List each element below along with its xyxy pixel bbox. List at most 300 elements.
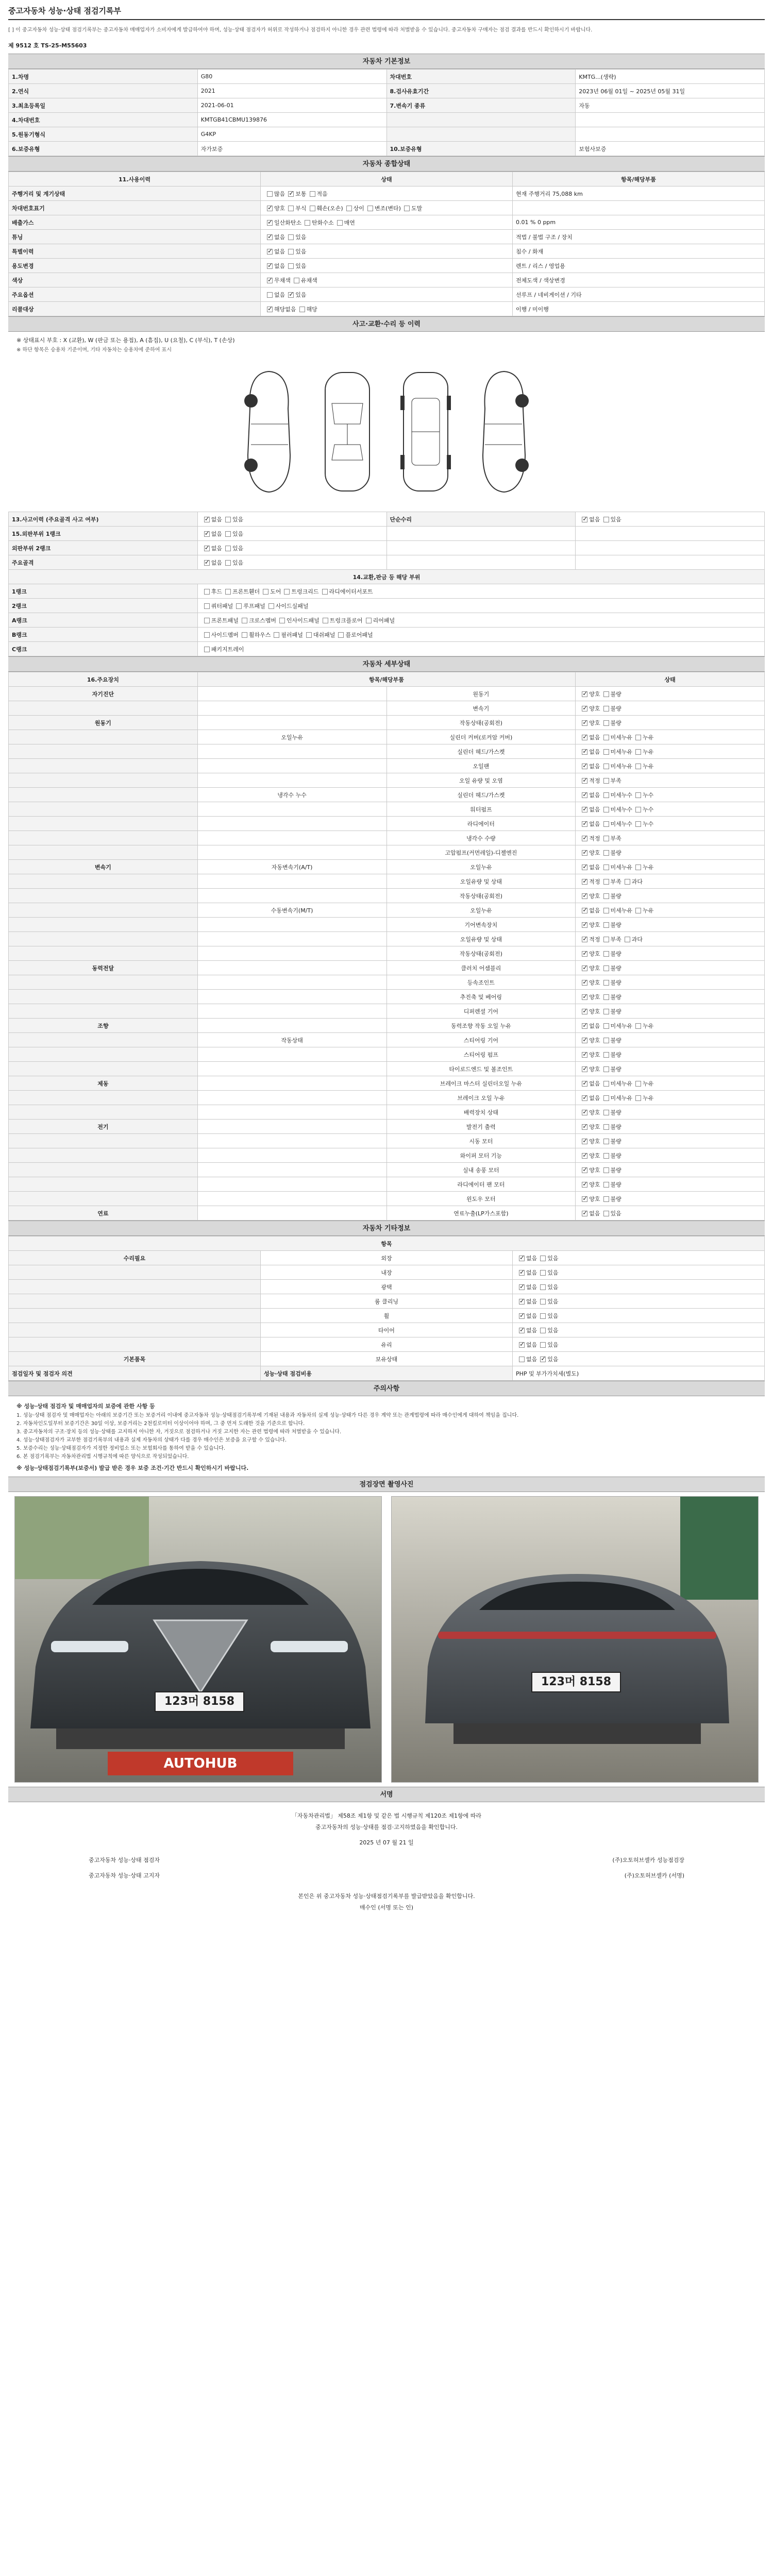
checkbox-label: 부족 — [610, 936, 621, 943]
detail-row — [9, 874, 765, 889]
checkbox[interactable] — [204, 560, 210, 566]
checkbox[interactable] — [204, 589, 210, 595]
checkbox[interactable] — [582, 764, 587, 769]
overall-options — [261, 215, 513, 230]
checkbox-label: 없음 — [589, 1080, 600, 1087]
checkbox[interactable] — [582, 980, 587, 986]
checkbox[interactable] — [288, 206, 294, 211]
detail-options — [576, 687, 765, 701]
checkbox[interactable] — [603, 1023, 609, 1029]
detail-options — [576, 716, 765, 730]
checkbox[interactable] — [310, 206, 315, 211]
checkbox[interactable] — [635, 1023, 641, 1029]
checkbox[interactable] — [603, 1009, 609, 1014]
checkbox[interactable] — [519, 1284, 525, 1290]
checkbox[interactable] — [635, 821, 641, 827]
checkbox[interactable] — [603, 865, 609, 870]
checkbox[interactable] — [582, 922, 587, 928]
checkbox-label: 적정 — [589, 878, 600, 885]
checkbox[interactable] — [582, 879, 587, 885]
detail-sub — [197, 773, 386, 788]
detail-row — [9, 1120, 765, 1134]
basic-label: 5.원동기형식 — [9, 127, 198, 142]
detail-group — [9, 1134, 198, 1148]
checkbox[interactable] — [225, 589, 231, 595]
parts-head: 14.교환,판금 등 해당 부위 — [9, 570, 765, 584]
detail-row — [9, 716, 765, 730]
detail-item: 등속조인트 — [386, 975, 576, 990]
checkbox[interactable] — [635, 735, 641, 740]
checkbox[interactable] — [582, 951, 587, 957]
checkbox[interactable] — [267, 234, 273, 240]
parts-row — [9, 613, 765, 628]
checkbox[interactable] — [603, 994, 609, 1000]
checkbox-label: 없음 — [274, 233, 285, 241]
basic-row — [9, 84, 765, 98]
checkbox[interactable] — [225, 517, 231, 522]
checkbox-label: 양호 — [274, 205, 285, 212]
rear-car-photo — [391, 1496, 759, 1783]
checkbox[interactable] — [519, 1357, 525, 1362]
detail-group — [9, 1177, 198, 1192]
inspector-label: 중고자동차 성능·상태 점검자 — [89, 1857, 160, 1863]
checkbox[interactable] — [338, 632, 344, 638]
accident-options — [197, 555, 386, 570]
checkbox[interactable] — [582, 1153, 587, 1159]
detail-group — [9, 1033, 198, 1047]
checkbox-label: 없음 — [526, 1355, 537, 1363]
checkbox-label: 변조(변타) — [374, 205, 401, 212]
detail-status-table — [8, 672, 765, 1221]
checkbox[interactable] — [603, 1139, 609, 1144]
detail-options — [576, 932, 765, 946]
checkbox-label: 불량 — [610, 1138, 621, 1145]
checkbox[interactable] — [519, 1342, 525, 1348]
detail-group: 원동기 — [9, 716, 198, 730]
overall-row — [9, 215, 765, 230]
checkbox-label: 없음 — [589, 734, 600, 741]
detail-row — [9, 773, 765, 788]
parts-item: 프론트패널 — [211, 617, 239, 624]
checkbox[interactable] — [582, 778, 587, 784]
checkbox-label: 없음 — [589, 1210, 600, 1217]
checkbox[interactable] — [337, 220, 343, 226]
overall-row — [9, 287, 765, 302]
checkbox[interactable] — [288, 191, 294, 197]
checkbox[interactable] — [367, 206, 373, 211]
checkbox[interactable] — [603, 517, 609, 522]
detail-row — [9, 1163, 765, 1177]
checkbox[interactable] — [204, 647, 210, 652]
etc-group: 기본품목 — [9, 1352, 261, 1366]
caution-line: 2. 자동차인도일부터 보증기간은 30일 이상, 보증거리는 2천킬로미터 이상이어야 하며, 그 중 먼저 도래한 것을 기준으로 합니다. — [16, 1421, 305, 1427]
etc-group — [9, 1265, 261, 1280]
checkbox[interactable] — [274, 632, 279, 638]
checkbox[interactable] — [603, 807, 609, 812]
accident-label: 주요골격 — [9, 555, 198, 570]
checkbox[interactable] — [603, 691, 609, 697]
checkbox[interactable] — [582, 893, 587, 899]
checkbox[interactable] — [236, 603, 242, 609]
checkbox-label: 부족 — [610, 777, 621, 784]
detail-row — [9, 701, 765, 716]
checkbox[interactable] — [603, 1066, 609, 1072]
checkbox[interactable] — [225, 531, 231, 537]
checkbox[interactable] — [603, 980, 609, 986]
checkbox[interactable] — [519, 1328, 525, 1333]
overall-head-cell: 11.사용이력 — [9, 172, 261, 187]
checkbox[interactable] — [582, 1182, 587, 1188]
checkbox[interactable] — [603, 1167, 609, 1173]
basic-value2 — [576, 113, 765, 127]
detail-group: 제동 — [9, 1076, 198, 1091]
detail-group — [9, 831, 198, 845]
checkbox[interactable] — [299, 307, 305, 312]
checkbox[interactable] — [582, 836, 587, 841]
basic-label2: 10.보증유형 — [386, 142, 576, 156]
checkbox[interactable] — [603, 893, 609, 899]
checkbox[interactable] — [204, 618, 210, 623]
checkbox[interactable] — [603, 1196, 609, 1202]
checkbox[interactable] — [582, 1081, 587, 1087]
checkbox[interactable] — [288, 234, 294, 240]
checkbox[interactable] — [519, 1256, 525, 1261]
checkbox[interactable] — [267, 220, 273, 226]
checkbox[interactable] — [603, 1081, 609, 1087]
checkbox-label: 양호 — [589, 1166, 600, 1174]
checkbox[interactable] — [279, 618, 285, 623]
checkbox[interactable] — [540, 1256, 546, 1261]
checkbox[interactable] — [603, 735, 609, 740]
checkbox[interactable] — [582, 1066, 587, 1072]
accident-empty — [386, 555, 576, 570]
checkbox[interactable] — [582, 1038, 587, 1043]
checkbox-label: 불량 — [610, 993, 621, 1001]
checkbox[interactable] — [603, 749, 609, 755]
checkbox[interactable] — [582, 1124, 587, 1130]
detail-group — [9, 759, 198, 773]
checkbox[interactable] — [268, 603, 274, 609]
checkbox-label: 없음 — [211, 530, 223, 537]
detail-sub — [197, 687, 386, 701]
checkbox[interactable] — [603, 1052, 609, 1058]
checkbox[interactable] — [404, 206, 410, 211]
checkbox[interactable] — [603, 908, 609, 913]
checkbox[interactable] — [603, 778, 609, 784]
checkbox-label: 누유 — [643, 762, 654, 770]
overall-row — [9, 302, 765, 316]
checkbox[interactable] — [366, 618, 372, 623]
checkbox[interactable] — [294, 278, 299, 283]
checkbox[interactable] — [625, 937, 630, 942]
checkbox[interactable] — [306, 632, 312, 638]
checkbox[interactable] — [582, 965, 587, 971]
checkbox[interactable] — [204, 632, 210, 638]
detail-item: 클러치 어셈블리 — [386, 961, 576, 975]
parts-item: 프론트휀더 — [232, 588, 260, 595]
overall-right — [513, 302, 765, 316]
checkbox[interactable] — [603, 1124, 609, 1130]
checkbox[interactable] — [582, 994, 587, 1000]
accident-row — [9, 527, 765, 541]
checkbox[interactable] — [288, 249, 294, 255]
checkbox[interactable] — [582, 691, 587, 697]
checkbox-label: 불량 — [610, 1152, 621, 1159]
checkbox[interactable] — [625, 879, 630, 885]
checkbox[interactable] — [603, 850, 609, 856]
checkbox[interactable] — [288, 292, 294, 298]
checkbox[interactable] — [204, 517, 210, 522]
checkbox[interactable] — [582, 1110, 587, 1115]
overall-right — [513, 273, 765, 287]
detail-row — [9, 788, 765, 802]
checkbox-label: 불량 — [610, 1051, 621, 1058]
checkbox-label: 양호 — [589, 892, 600, 900]
signature-area — [8, 1802, 765, 1922]
accident-options — [197, 527, 386, 541]
checkbox[interactable] — [582, 1139, 587, 1144]
checkbox[interactable] — [603, 720, 609, 726]
checkbox[interactable] — [582, 807, 587, 812]
car-diagram — [8, 357, 765, 512]
overall-right — [513, 259, 765, 273]
checkbox[interactable] — [603, 1110, 609, 1115]
checkbox[interactable] — [582, 821, 587, 827]
checkbox[interactable] — [603, 1211, 609, 1216]
damage-legend: ※ 상태표시 부호 : X (교환), W (판금 또는 용접), A (흠집), U (요철), C (부식), T (손상) — [16, 337, 235, 344]
checkbox[interactable] — [267, 263, 273, 269]
overall-right-text: 적법 / 불법 — [516, 233, 544, 241]
checkbox[interactable] — [603, 836, 609, 841]
checkbox[interactable] — [582, 1052, 587, 1058]
caution-notes — [8, 1396, 765, 1477]
checkbox[interactable] — [540, 1342, 546, 1348]
checkbox[interactable] — [540, 1284, 546, 1290]
overall-right-text: 렌트 / 리스 / 영업용 — [516, 262, 565, 269]
checkbox[interactable] — [603, 937, 609, 942]
checkbox[interactable] — [204, 603, 210, 609]
detail-sub: 자동변속기(A/T) — [197, 860, 386, 874]
checkbox[interactable] — [603, 1095, 609, 1101]
checkbox[interactable] — [267, 191, 273, 197]
checkbox[interactable] — [582, 850, 587, 856]
checkbox[interactable] — [582, 1211, 587, 1216]
checkbox-label: 적정 — [589, 835, 600, 842]
checkbox[interactable] — [322, 589, 328, 595]
section-basic-header: 자동차 기본정보 — [8, 54, 765, 69]
checkbox[interactable] — [225, 546, 231, 551]
checkbox[interactable] — [267, 206, 273, 211]
checkbox[interactable] — [582, 792, 587, 798]
checkbox[interactable] — [540, 1328, 546, 1333]
detail-options — [576, 1047, 765, 1062]
checkbox[interactable] — [635, 908, 641, 913]
checkbox-label: 불량 — [610, 979, 621, 986]
checkbox[interactable] — [603, 965, 609, 971]
checkbox[interactable] — [242, 618, 247, 623]
checkbox[interactable] — [603, 764, 609, 769]
checkbox[interactable] — [288, 263, 294, 269]
checkbox-label: 양호 — [589, 993, 600, 1001]
detail-row — [9, 1105, 765, 1120]
checkbox[interactable] — [263, 589, 268, 595]
parts-row — [9, 599, 765, 613]
overall-options — [261, 273, 513, 287]
detail-item: 워터펌프 — [386, 802, 576, 817]
checkbox[interactable] — [267, 292, 273, 298]
parts-item: 패키지트레이 — [211, 646, 244, 653]
parts-item: 사이드실패널 — [275, 602, 309, 609]
checkbox[interactable] — [540, 1270, 546, 1276]
detail-options — [576, 1105, 765, 1120]
checkbox[interactable] — [284, 589, 290, 595]
checkbox[interactable] — [310, 191, 315, 197]
checkbox[interactable] — [635, 1081, 641, 1087]
checkbox-label: 양호 — [589, 1195, 600, 1202]
checkbox[interactable] — [603, 951, 609, 957]
checkbox[interactable] — [635, 807, 641, 812]
detail-item: 오일누유 — [386, 903, 576, 918]
checkbox[interactable] — [346, 206, 352, 211]
sign-statement-2: 중고자동차의 성능·상태를 점검·고지하였음을 확인합니다. — [315, 1824, 458, 1831]
checkbox[interactable] — [582, 865, 587, 870]
checkbox[interactable] — [582, 517, 587, 522]
checkbox-label: 양호 — [589, 964, 600, 972]
checkbox[interactable] — [603, 922, 609, 928]
dealer-banner: AUTOHUB — [163, 1756, 238, 1771]
checkbox[interactable] — [603, 706, 609, 711]
etc-item: 유리 — [261, 1337, 513, 1352]
checkbox[interactable] — [635, 764, 641, 769]
checkbox-label: 미세누유 — [610, 1094, 633, 1101]
checkbox[interactable] — [267, 307, 273, 312]
checkbox-label: 많음 — [274, 190, 285, 197]
checkbox[interactable] — [582, 720, 587, 726]
detail-item: 실린더 헤드/가스켓 — [386, 788, 576, 802]
checkbox[interactable] — [204, 546, 210, 551]
etc-options — [513, 1323, 765, 1337]
detail-sub — [197, 1177, 386, 1192]
checkbox[interactable] — [305, 220, 310, 226]
detail-group — [9, 874, 198, 889]
parts-rank: B랭크 — [9, 628, 198, 642]
inspector-row — [16, 1853, 757, 1868]
checkbox[interactable] — [582, 749, 587, 755]
detail-group — [9, 1192, 198, 1206]
checkbox-label: 없음 — [526, 1255, 537, 1262]
license-plate-rear: 123머 8158 — [531, 1672, 621, 1692]
checkbox[interactable] — [635, 1095, 641, 1101]
etc-item: 보유상태 — [261, 1352, 513, 1366]
checkbox[interactable] — [242, 632, 247, 638]
checkbox[interactable] — [603, 821, 609, 827]
checkbox[interactable] — [603, 792, 609, 798]
checkbox[interactable] — [540, 1299, 546, 1304]
detail-group — [9, 932, 198, 946]
overall-options — [261, 259, 513, 273]
checkbox[interactable] — [582, 908, 587, 913]
checkbox[interactable] — [225, 560, 231, 566]
damage-legend-note: ※ 하단 항목은 승용차 기준이며, 기타 자동차는 승용차에 준하여 표시 — [16, 347, 172, 353]
checkbox[interactable] — [635, 865, 641, 870]
basic-row — [9, 70, 765, 84]
detail-row — [9, 1076, 765, 1091]
checkbox-label: 불량 — [610, 1008, 621, 1015]
overall-right — [513, 230, 765, 244]
checkbox[interactable] — [603, 1182, 609, 1188]
car-top-icon — [397, 367, 454, 496]
accident-empty — [576, 527, 765, 541]
checkbox[interactable] — [267, 249, 273, 255]
detail-options — [576, 1004, 765, 1019]
checkbox-label: 없음 — [589, 516, 600, 523]
checkbox[interactable] — [519, 1299, 525, 1304]
checkbox[interactable] — [540, 1357, 546, 1362]
checkbox[interactable] — [519, 1313, 525, 1319]
checkbox[interactable] — [603, 879, 609, 885]
checkbox[interactable] — [582, 1095, 587, 1101]
section-caution-header: 주의사항 — [8, 1381, 765, 1396]
checkbox[interactable] — [540, 1313, 546, 1319]
basic-value2 — [576, 127, 765, 142]
checkbox-label: 있음 — [232, 545, 244, 552]
detail-row — [9, 946, 765, 961]
etc-item: 휠 — [261, 1309, 513, 1323]
checkbox[interactable] — [635, 792, 641, 798]
checkbox[interactable] — [582, 706, 587, 711]
caution-line: 4. 성능·상태점검자가 교부한 점검기록부의 내용과 실제 자동차의 상태가 다를 경우 매수인은 보증을 요구할 수 있습니다. — [16, 1437, 287, 1443]
checkbox[interactable] — [603, 1153, 609, 1159]
checkbox-label: 있음 — [547, 1255, 559, 1262]
checkbox[interactable] — [582, 1009, 587, 1014]
checkbox[interactable] — [267, 278, 273, 283]
detail-group — [9, 1105, 198, 1120]
basic-label: 1.차명 — [9, 70, 198, 84]
checkbox[interactable] — [635, 749, 641, 755]
checkbox-label: 누유 — [643, 1094, 654, 1101]
checkbox[interactable] — [582, 937, 587, 942]
etc-item: 룸 클리닝 — [261, 1294, 513, 1309]
checkbox-label: 불량 — [610, 1123, 621, 1130]
checkbox[interactable] — [204, 531, 210, 537]
detail-item: 오일팬 — [386, 759, 576, 773]
checkbox-label: 일산화탄소 — [274, 219, 302, 226]
accident-row — [9, 555, 765, 570]
detail-group — [9, 975, 198, 990]
detail-sub — [197, 975, 386, 990]
checkbox[interactable] — [582, 1196, 587, 1202]
parts-item: 인사이드패널 — [287, 617, 320, 624]
checkbox[interactable] — [603, 1038, 609, 1043]
overall-right-text: 0.01 % — [516, 219, 536, 226]
detail-sub: 수동변속기(M/T) — [197, 903, 386, 918]
basic-label: 3.최초등록일 — [9, 98, 198, 113]
parts-item: 루프패널 — [243, 602, 265, 609]
checkbox[interactable] — [582, 735, 587, 740]
checkbox[interactable] — [519, 1270, 525, 1276]
detail-row — [9, 1047, 765, 1062]
checkbox-label: 양호 — [589, 1181, 600, 1188]
checkbox-label: 누수 — [643, 791, 654, 799]
checkbox[interactable] — [582, 1167, 587, 1173]
overall-right — [513, 287, 765, 302]
detail-item: 오일 유량 및 오염 — [386, 773, 576, 788]
detail-row — [9, 817, 765, 831]
overall-head-cell: 항목/해당부품 — [513, 172, 765, 187]
checkbox[interactable] — [323, 618, 328, 623]
detail-item: 기어변속장치 — [386, 918, 576, 932]
checkbox[interactable] — [582, 1023, 587, 1029]
